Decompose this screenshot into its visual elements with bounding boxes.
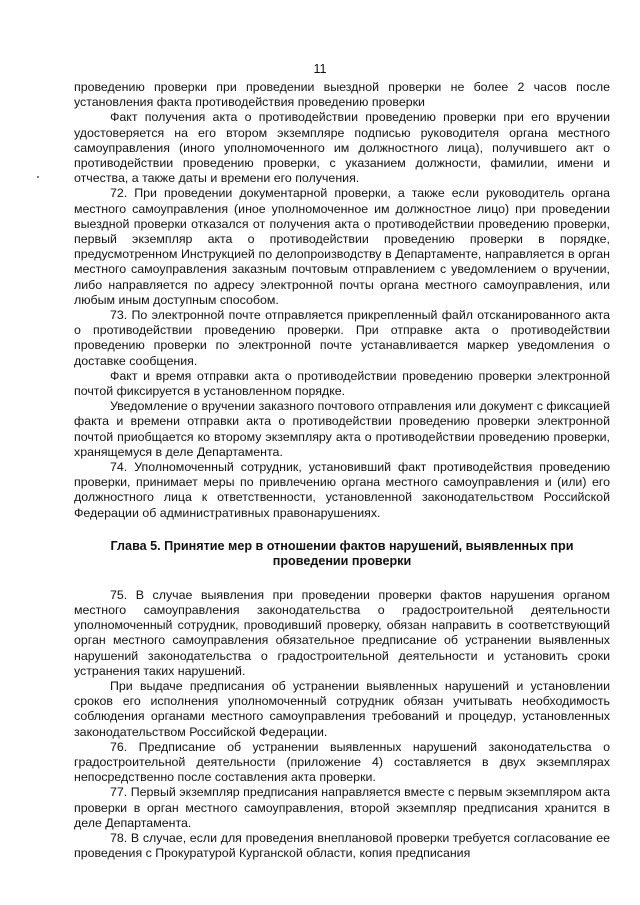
paragraph-clause-77: 77. Первый экземпляр предписания направляется вместе с первым экземпляром акта проверки в орган местного самоуправления, второй экземпляр предписания хранится в деле Департамента.	[74, 785, 610, 830]
page-number: 11	[313, 62, 327, 76]
chapter-title: Глава 5. Принятие мер в отношении фактов нарушений, выявленных при проведении проверки	[110, 538, 574, 569]
paragraph-clause-75: 75. В случае выявления при проведении проверки фактов нарушения органом местного самоуправления законодательства о градостроительной деятельности уполномоченный сотрудник, проводивший проверку, обязан направить в соответствующий орган местного самоуправления обязательное предписание об устранении выявленных нарушений законодательства о градостроительной деятельности и установить сроки устранения таких нарушений.	[74, 587, 610, 678]
paragraph-clause-72: 72. При проведении документарной проверки, а также если руководитель органа местного самоуправления (иное уполномоченное им должностное лицо) при проведении выездной проверки отказался от получения акта о противодействии проведению проверки, первый экземпляр акта о противодействии проведению проверки в порядке, предусмотренном Инструкцией по делопроизводству в Департаменте, направляется в орган местного самоуправления заказным почтовым отправлением с уведомлением о вручении, либо направляется по адресу электронной почты органа местного самоуправления, или любым иным доступным способом.	[74, 186, 610, 307]
margin-mark	[37, 176, 39, 178]
paragraph: Факт получения акта о противодействии проведению проверки при его вручении удостоверяется на его втором экземпляре подписью руководителя органа местного самоуправления (иного уполномоченного им должностного лица), получившего акт о противодействии проведению проверки, с указанием должности, фамилии, имени и отчества, а также даты и времени его получения.	[74, 110, 610, 186]
paragraph-clause-73: 73. По электронной почте отправляется прикрепленный файл отсканированного акта о противодействии проведению проверки. При отправке акта о противодействии проведению проверки по электронной почте устанавливается маркер уведомления о доставке сообщения.	[74, 308, 610, 368]
paragraph-clause-76: 76. Предписание об устранении выявленных нарушений законодательства о градостроительной деятельности (приложение 4) составляется в двух экземплярах непосредственно после составления акта проверки.	[74, 739, 610, 785]
paragraph-clause-78: 78. В случае, если для проведения внеплановой проверки требуется согласование ее проведения с Прокуратурой Курганской области, копия предписания	[74, 830, 610, 861]
paragraph-continuation: проведению проверки при проведении выездной проверки не более 2 часов после установления факта противодействия проведению проверки	[74, 80, 610, 110]
paragraph-clause-74: 74. Уполномоченный сотрудник, установивший факт противодействия проведению проверки, принимает меры по привлечению органа местного самоуправления и (или) его должностного лица к ответственности, установленной законодательством Российской Федерации об административных правонарушениях.	[74, 460, 610, 520]
paragraph: Факт и время отправки акта о противодействии проведению проверки электронной почтой фиксируется в установленном порядке.	[74, 368, 610, 399]
paragraph: Уведомление о вручении заказного почтового отправления или документ с фиксацией факта и времени отправки акта о противодействии проведению проверки электронной почтой приобщается ко второму экземпляру акта о противодействии проведению проверки, хранящемуся в деле Департамента.	[74, 399, 610, 459]
paragraph: При выдаче предписания об устранении выявленных нарушений и установлении сроков его исполнения уполномоченный сотрудник обязан учитывать необходимость соблюдения органами местного самоуправления требований и процедур, установленных законодательством Российской Федерации.	[74, 678, 610, 739]
document-body	[74, 80, 610, 861]
